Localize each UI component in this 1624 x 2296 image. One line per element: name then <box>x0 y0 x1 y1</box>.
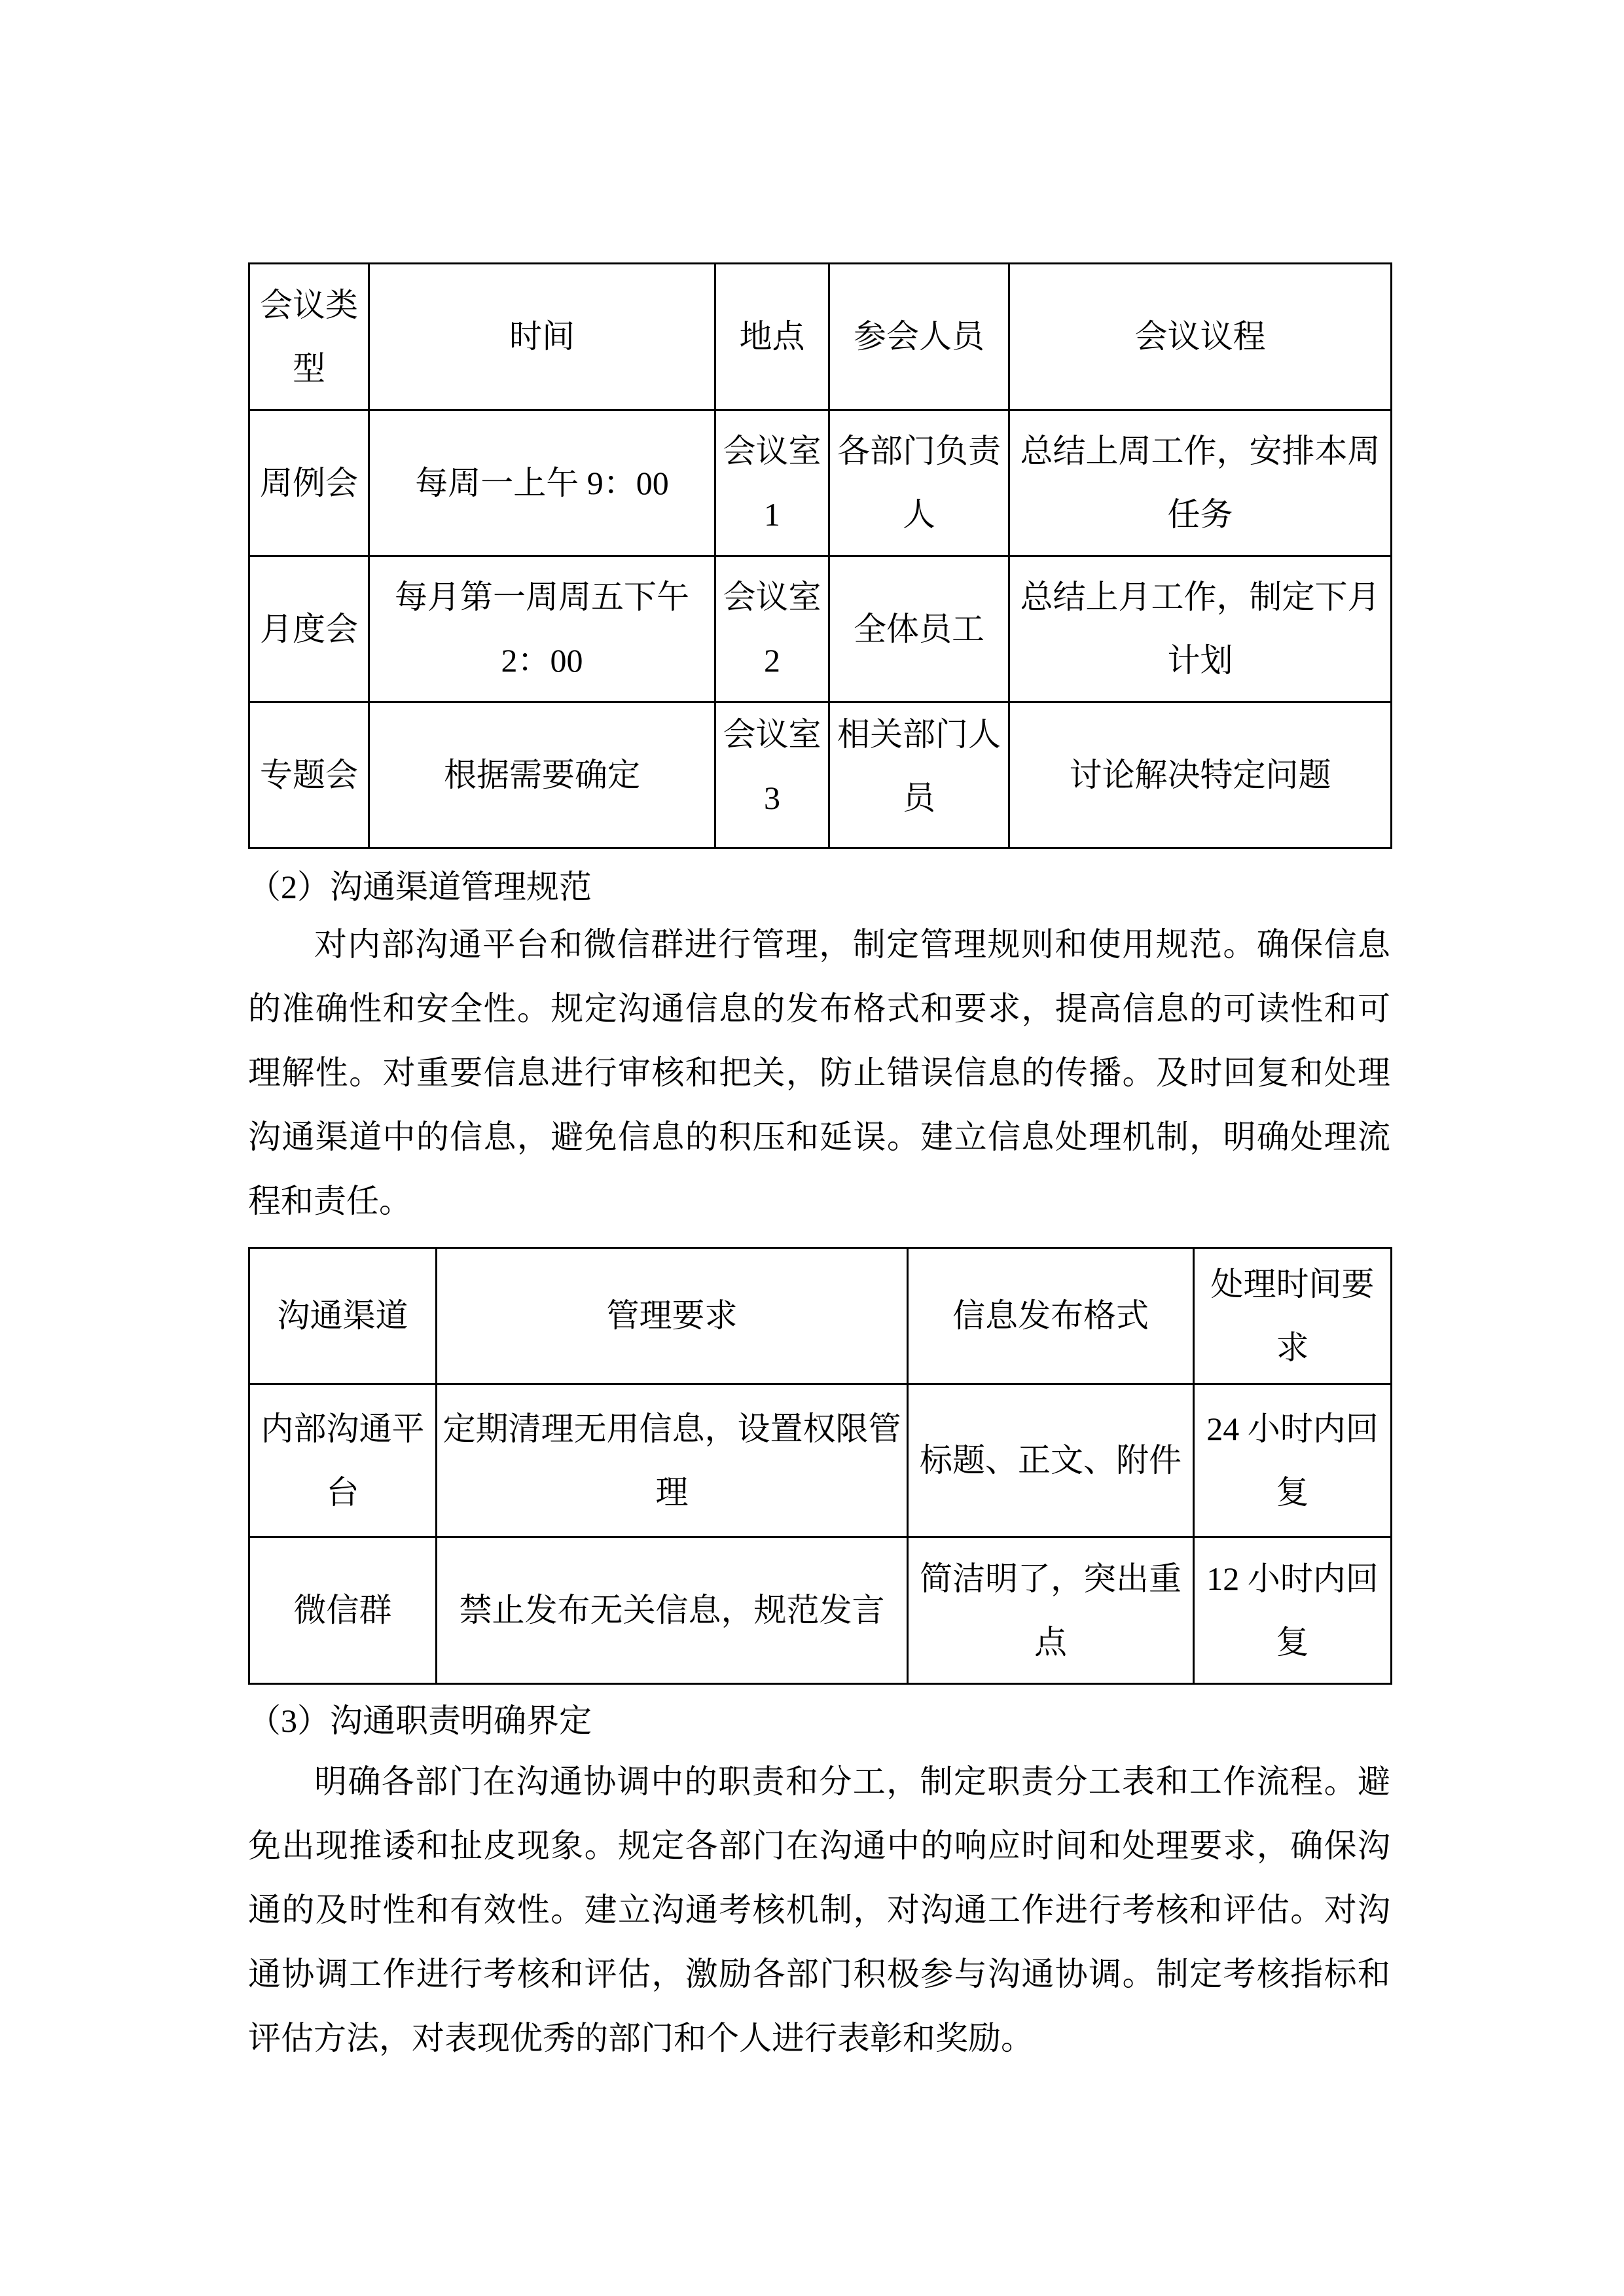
paragraph-line: 免出现推诿和扯皮现象。规定各部门在沟通中的响应时间和处理要求，确保沟 <box>248 1827 1390 1864</box>
table-cell: 会议室 1 <box>715 410 829 556</box>
paragraph-line: 理解性。对重要信息进行审核和把关，防止错误信息的传播。及时回复和处理 <box>248 1054 1390 1091</box>
table-cell: 专题会 <box>249 702 369 848</box>
table-cell: 每周一上午 9：00 <box>369 410 715 556</box>
header-cell: 沟通渠道 <box>249 1248 437 1384</box>
paragraph-responsibilities <box>248 1749 1390 2070</box>
paragraph-line: 的准确性和安全性。规定沟通信息的发布格式和要求，提高信息的可读性和可 <box>248 990 1390 1027</box>
header-cell: 地点 <box>715 264 829 410</box>
table-cell: 根据需要确定 <box>369 702 715 848</box>
header-cell: 管理要求 <box>437 1248 908 1384</box>
table-header-row <box>249 1248 1392 1384</box>
paragraph-line: 评估方法，对表现优秀的部门和个人进行表彰和奖励。 <box>248 2020 1034 2056</box>
table-cell: 内部沟通平台 <box>249 1384 437 1537</box>
table-cell: 会议室 2 <box>715 556 829 702</box>
table-cell: 禁止发布无关信息，规范发言 <box>437 1537 908 1684</box>
header-cell: 时间 <box>369 264 715 410</box>
table-cell: 12 小时内回复 <box>1194 1537 1392 1684</box>
section-heading-responsibilities: （3）沟通职责明确界定 <box>248 1702 592 1739</box>
header-cell: 会议议程 <box>1009 264 1392 410</box>
table-cell: 各部门负责人 <box>829 410 1009 556</box>
table-cell: 微信群 <box>249 1537 437 1684</box>
table-cell: 标题、正文、附件 <box>908 1384 1194 1537</box>
channel-management-table <box>248 1247 1392 1685</box>
table-header-row <box>249 264 1392 410</box>
header-cell: 参会人员 <box>829 264 1009 410</box>
table-cell: 周例会 <box>249 410 369 556</box>
table-row <box>249 1384 1392 1537</box>
table-cell: 相关部门人员 <box>829 702 1009 848</box>
paragraph-line: 沟通渠道中的信息，避免信息的积压和延误。建立信息处理机制，明确处理流 <box>248 1119 1390 1155</box>
paragraph-channels <box>248 912 1390 1233</box>
table-cell: 全体员工 <box>829 556 1009 702</box>
table-cell: 每月第一周周五下午 2：00 <box>369 556 715 702</box>
paragraph-line: 对内部沟通平台和微信群进行管理，制定管理规则和使用规范。确保信息 <box>314 926 1390 963</box>
header-cell: 处理时间要求 <box>1194 1248 1392 1384</box>
table-cell: 月度会 <box>249 556 369 702</box>
table-row <box>249 1537 1392 1684</box>
table-row <box>249 410 1392 556</box>
table-cell: 会议室 3 <box>715 702 829 848</box>
table-cell: 讨论解决特定问题 <box>1009 702 1392 848</box>
table-cell: 定期清理无用信息，设置权限管理 <box>437 1384 908 1537</box>
table-row <box>249 702 1392 848</box>
paragraph-line: 程和责任。 <box>248 1183 412 1219</box>
paragraph-line: 明确各部门在沟通协调中的职责和分工，制定职责分工表和工作流程。避 <box>314 1763 1390 1800</box>
paragraph-line: 通协调工作进行考核和评估，激励各部门积极参与沟通协调。制定考核指标和 <box>248 1956 1390 1992</box>
table-cell: 总结上月工作，制定下月计划 <box>1009 556 1392 702</box>
header-cell: 信息发布格式 <box>908 1248 1194 1384</box>
table-cell: 24 小时内回复 <box>1194 1384 1392 1537</box>
meeting-schedule-table <box>248 262 1392 849</box>
header-cell: 会议类型 <box>249 264 369 410</box>
table-cell: 总结上周工作，安排本周任务 <box>1009 410 1392 556</box>
paragraph-line: 通的及时性和有效性。建立沟通考核机制，对沟通工作进行考核和评估。对沟 <box>248 1892 1390 1928</box>
table-cell: 简洁明了，突出重点 <box>908 1537 1194 1684</box>
table-row <box>249 556 1392 702</box>
section-heading-channels: （2）沟通渠道管理规范 <box>248 869 592 905</box>
